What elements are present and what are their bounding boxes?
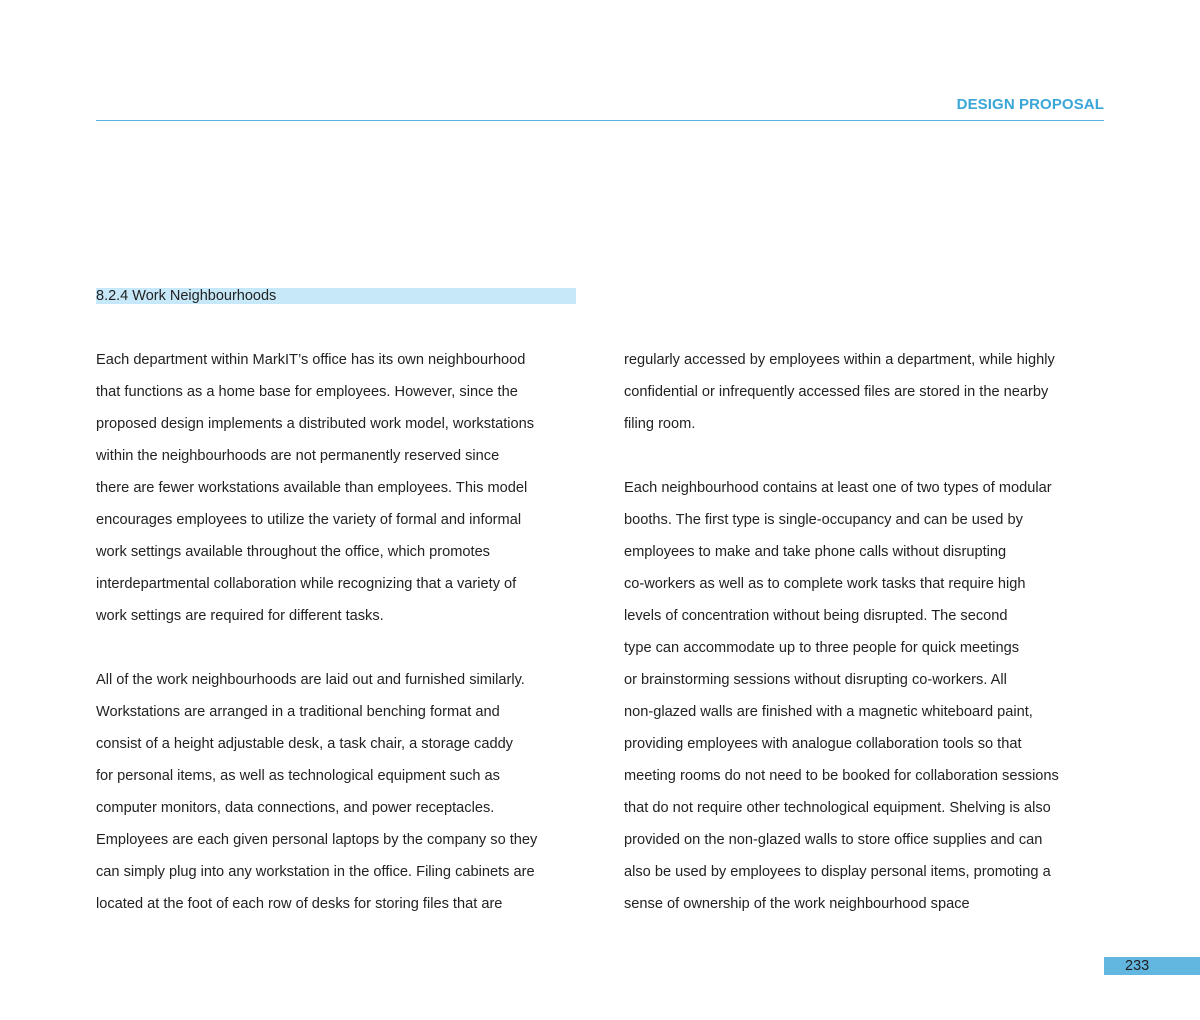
text-line: co-workers as well as to complete work tasks that require high [624, 576, 1026, 592]
text-line: proposed design implements a distributed work model, workstations [96, 416, 535, 432]
text-line: confidential or infrequently accessed files are stored in the nearby [624, 384, 1049, 400]
text-line: regularly accessed by employees within a department, while highly [624, 352, 1055, 368]
paragraph-gap [624, 440, 1114, 472]
text-line: Each neighbourhood contains at least one of two types of modular [624, 480, 1052, 496]
text-line: located at the foot of each row of desks for storing files that are [96, 896, 503, 912]
text-line: consist of a height adjustable desk, a task chair, a storage caddy [96, 736, 513, 752]
text-line: meeting rooms do not need to be booked for collaboration sessions [624, 768, 1059, 784]
text-line: providing employees with analogue collaboration tools so that [624, 736, 1022, 752]
text-line: Workstations are arranged in a traditional benching format and [96, 704, 500, 720]
page-number: 233 [1125, 958, 1150, 974]
text-line: that do not require other technological equipment. Shelving is also [624, 800, 1051, 816]
left-text-column [96, 344, 586, 920]
text-line: non-glazed walls are finished with a magnetic whiteboard paint, [624, 704, 1033, 720]
running-header-title: DESIGN PROPOSAL [956, 96, 1104, 113]
text-line: booths. The first type is single-occupancy and can be used by [624, 512, 1023, 528]
right-paragraph-2 [624, 472, 1114, 920]
text-line: levels of concentration without being disrupted. The second [624, 608, 1008, 624]
text-line: work settings are required for different tasks. [96, 608, 384, 624]
text-line: interdepartmental collaboration while recognizing that a variety of [96, 576, 517, 592]
text-line: computer monitors, data connections, and power receptacles. [96, 800, 495, 816]
text-line: also be used by employees to display personal items, promoting a [624, 864, 1051, 880]
left-paragraph-1 [96, 344, 586, 632]
text-line: Each department within MarkIT’s office has its own neighbourhood [96, 352, 526, 368]
text-line: employees to make and take phone calls without disrupting [624, 544, 1007, 560]
text-line: sense of ownership of the work neighbourhood space [624, 896, 970, 912]
text-line: All of the work neighbourhoods are laid out and furnished similarly. [96, 672, 525, 688]
paragraph-gap [96, 632, 586, 664]
text-line: or brainstorming sessions without disrupting co-workers. All [624, 672, 1007, 688]
text-line: provided on the non-glazed walls to store office supplies and can [624, 832, 1043, 848]
text-line: Employees are each given personal laptops by the company so they [96, 832, 538, 848]
text-line: within the neighbourhoods are not permanently reserved since [96, 448, 500, 464]
text-line: that functions as a home base for employees. However, since the [96, 384, 518, 400]
right-paragraph-1 [624, 344, 1114, 440]
header-divider [96, 120, 1104, 121]
text-line: can simply plug into any workstation in the office. Filing cabinets are [96, 864, 535, 880]
text-line: type can accommodate up to three people for quick meetings [624, 640, 1020, 656]
right-text-column [624, 344, 1114, 920]
text-line: encourages employees to utilize the variety of formal and informal [96, 512, 522, 528]
text-line: work settings available throughout the office, which promotes [96, 544, 490, 560]
text-line: for personal items, as well as technological equipment such as [96, 768, 500, 784]
page-number-tab [1104, 957, 1200, 975]
section-heading: 8.2.4 Work Neighbourhoods [96, 288, 576, 304]
text-line: filing room. [624, 416, 696, 432]
text-line: there are fewer workstations available than employees. This model [96, 480, 528, 496]
left-paragraph-2 [96, 664, 586, 920]
